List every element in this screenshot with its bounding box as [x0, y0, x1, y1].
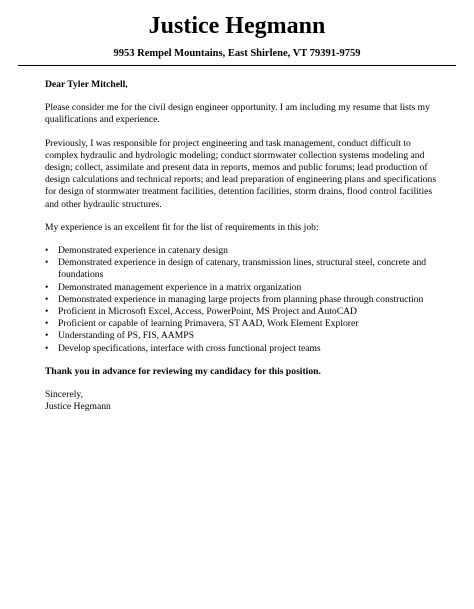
bullet-icon: • — [45, 257, 49, 269]
list-item — [45, 306, 437, 318]
list-item — [45, 330, 437, 342]
sender-address: 9953 Rempel Mountains, East Shirlene, VT 79391-9759 — [113, 48, 361, 59]
signoff-block — [45, 389, 437, 413]
list-item — [45, 245, 437, 257]
list-item-text: Demonstrated experience in managing large projects from planning phase through construction — [58, 293, 424, 305]
thank-you-line: Thank you in advance for reviewing my candidacy for this position. — [45, 365, 321, 377]
bullet-icon: • — [45, 318, 49, 330]
bullet-icon: • — [45, 306, 49, 318]
header-divider — [18, 65, 456, 66]
list-item-text: Proficient or capable of learning Primavera, ST AAD, Work Element Explorer — [58, 318, 359, 330]
list-item — [45, 257, 437, 281]
list-item — [45, 282, 437, 294]
list-item-text: Demonstrated management experience in a matrix organization — [58, 281, 302, 293]
list-item — [45, 294, 437, 306]
bullet-icon: • — [45, 293, 49, 305]
list-item — [45, 318, 437, 330]
bullet-icon: • — [45, 342, 49, 354]
list-item-text: Demonstrated experience in catenary design — [58, 245, 228, 257]
bullet-icon: • — [45, 330, 49, 342]
list-item-text: Understanding of PS, FIS, AAMPS — [58, 330, 194, 342]
experience-paragraph: Previously, I was responsible for project engineering and task management, conduct difficult to complex hydraulic and hydrologic modeling; conduct stormwater collection systems modeling and design; collect, assimilate and present data in reports, memos and public forums; lead production of design calculations and technical reports; and lead preparation of engineering plans and specifications for design of stormwater treatment facilities, detention facilities, storm drains, flood control facilities and other hydraulic structures. — [45, 137, 437, 210]
sender-name: Justice Hegmann — [148, 13, 326, 39]
signature-name: Justice Hegmann — [45, 401, 111, 413]
bullet-icon: • — [45, 245, 49, 257]
salutation: Dear Tyler Mitchell, — [45, 79, 128, 90]
list-item — [45, 343, 437, 355]
list-item-text: Develop specifications, interface with cross functional project teams — [58, 342, 321, 354]
list-item-text: Demonstrated experience in design of catenary, transmission lines, structural steel, concrete and foundations — [58, 257, 427, 281]
requirements-list — [45, 245, 437, 355]
list-item-text: Proficient in Microsoft Excel, Access, PowerPoint, MS Project and AutoCAD — [58, 306, 357, 318]
intro-paragraph: Please consider me for the civil design engineer opportunity. I am including my resume that lists my qualifications and experience. — [45, 102, 430, 126]
bullet-icon: • — [45, 281, 49, 293]
letter-body — [45, 79, 437, 413]
closing: Sincerely, — [45, 389, 84, 401]
requirements-intro: My experience is an excellent fit for the list of requirements in this job: — [45, 221, 319, 233]
